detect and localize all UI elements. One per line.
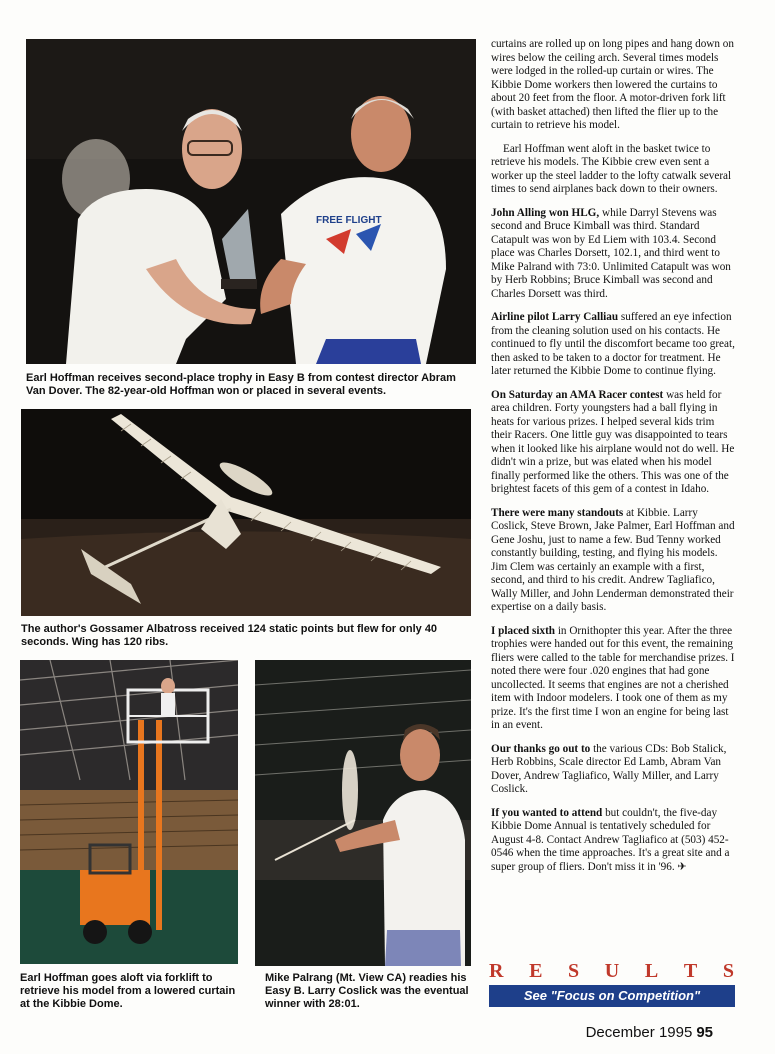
page-number: 95: [696, 1024, 713, 1041]
article-column: [491, 38, 736, 884]
forklift-caption: Earl Hoffman goes aloft via forklift to retrieve his model from a lowered curtain at the Kibbie Dome.: [20, 972, 236, 1010]
results-letters: [489, 960, 735, 984]
paragraph-lead: There were many standouts: [491, 506, 624, 519]
paragraph-lead: John Alling won HLG,: [491, 206, 600, 219]
paragraph-lead: On Saturday an AMA Racer contest: [491, 388, 664, 401]
trophy-caption: Earl Hoffman receives second-place trophy in Easy B from contest director Abram Van Dover. The 82-year-old Hoffman won or placed in several events.: [26, 372, 456, 397]
paragraph-lead: If you wanted to attend: [491, 806, 603, 819]
results-letter: L: [644, 960, 660, 982]
article-paragraph: John Alling won HLG, while Darryl Stevens was second and Bruce Kimball was third. Standard Catapult was won by Ed Liem with 103.4. Second place was Charles Dorsett, 102.1, and third went to Mike Palrand with 73:0. Unlimited Catapult was won by Herb Robbins; Bruce Kimball was second and Charles Dorsett was third.: [491, 206, 731, 300]
article-paragraph: Airline pilot Larry Calliau suffered an eye infection from the cleaning solution used on his contacts. He continued to fly until the discomfort became too great, then asked to be taken to a doctor for treatment. He later returned the Kibbie Dome to continue flying.: [491, 311, 735, 377]
article-paragraph: Our thanks go out to the various CDs: Bob Stalick, Herb Robbins, Scale director Ed Lamb, Abram Van Dover, Andrew Tagliafico, Wally Miller, and Larry Coslick.: [491, 742, 727, 795]
article-paragraph: I placed sixth in Ornithopter this year. After the three trophies were handed out for this event, the remaining fliers were called to the table for merchandise prizes. I noted there were four .020 engines that had gone uncollected. It seems that engines are not a cherished item with Indoor modelers. I took one of them as my prize. It's the first time I won an engine for being last in an event.: [491, 624, 735, 731]
albatross-caption: The author's Gossamer Albatross received 124 static points but flew for only 40 seconds. Wing has 120 ribs.: [21, 623, 438, 648]
palrang-caption: Mike Palrang (Mt. View CA) readies his Easy B. Larry Coslick was the eventual winner with 28:01.: [265, 972, 469, 1010]
issue-date: December 1995: [585, 1024, 693, 1041]
results-banner: See "Focus on Competition": [489, 985, 735, 1007]
article-paragraph: If you wanted to attend but couldn't, the five-day Kibbie Dome Annual is tentatively scheduled for August 4-8. Contact Andrew Tagliafico at (503) 452-0546 when the time approaches. It's a great site and a super group of fliers. Don't miss it in '96. ✈: [491, 806, 730, 873]
shirt-text: FREE FLIGHT: [316, 215, 382, 226]
article-paragraph: On Saturday an AMA Racer contest was held for area children. Forty youngsters had a ball flying in heats for various prizes. I helped several kids trim their Racers. One little guy was disappointed to tears when it looked like his airplane would not do well. He didn't win a prize, but was elated when his model finally performed like the others. This was one of the brightest facets of this gem of a contest in Idaho.: [491, 388, 735, 495]
page-footer: [586, 1024, 713, 1041]
results-letter: R: [489, 960, 505, 982]
paragraph-lead: Airline pilot Larry Calliau: [491, 311, 619, 323]
results-letter: S: [722, 960, 735, 982]
forklift-photo: [20, 660, 238, 964]
paragraph-lead: Our thanks go out to: [491, 742, 591, 755]
results-letter: T: [683, 960, 699, 982]
results-letter: E: [529, 960, 544, 982]
results-letter: S: [568, 960, 581, 982]
results-logo: [489, 960, 735, 1010]
article-paragraph: Earl Hoffman went aloft in the basket twice to retrieve his models. The Kibbie crew even sent a worker up the steel ladder to the lofty catwalk several times to send airplanes back down to their owners.: [491, 142, 732, 195]
palrang-photo: [255, 660, 471, 966]
results-letter: U: [604, 960, 621, 982]
trophy-photo: [26, 39, 476, 364]
albatross-photo: [21, 409, 471, 616]
paragraph-lead: I placed sixth: [491, 624, 556, 637]
article-paragraph: curtains are rolled up on long pipes and hang down on wires below the ceiling arch. Several times models were lodged in the rolled-up curtain or wires. The Kibbie Dome workers then lowered the curtains to about 20 feet from the floor. A motor-driven fork lift (with basket attached) then lifted the flier up to the curtain to retrieve his model.: [491, 38, 734, 131]
article-paragraph: There were many standouts at Kibbie. Larry Coslick, Steve Brown, Jake Palmer, Earl Hoffman and Gene Joshu, just to name a few. Bud Tenny worked constantly building, testing, and flying his models. Jim Clem was certainly an example with a first, second, and third to his credit. Andrew Tagliafico, Wally Miller, and John Lenderman demonstrated their expertise on a daily basis.: [491, 506, 735, 613]
